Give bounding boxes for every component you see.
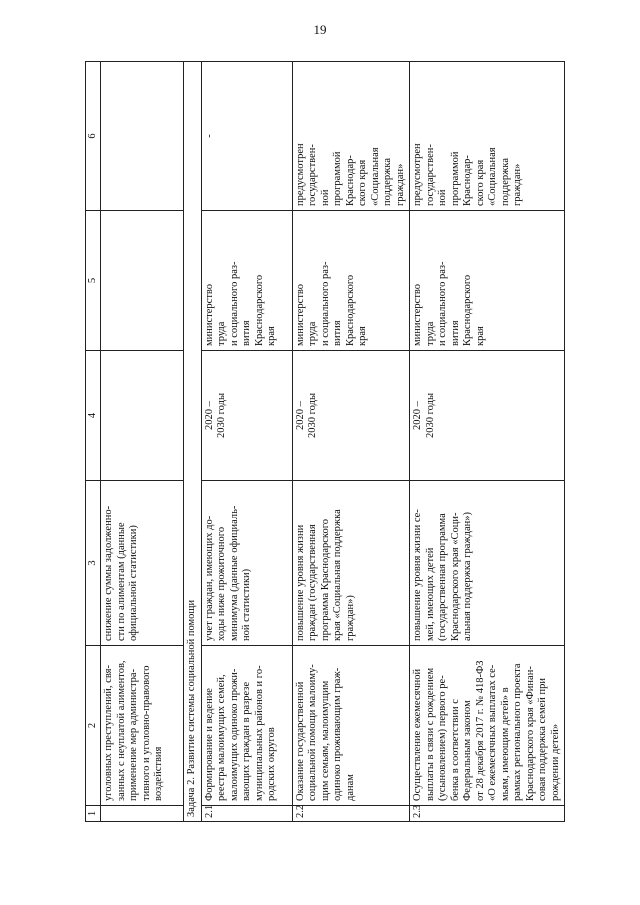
measure-cell: уголовных преступлений, свя- занных с неуплатой алиментов, применение мер администра- тивного и уголовно-правового воздействия bbox=[101, 646, 184, 806]
row-number: 2.3 bbox=[410, 806, 565, 822]
measure-cell: Осуществление ежемесячной выплаты в связи с рождением (усыновлением) первого ре- бенка в соответствии с Федеральным законом от 28 декабря 2017 г. № 418-ФЗ «О ежемесячных выплатах се- мьям, имеющим детей» в рамках регионального проекта Краснодарского края «Финан- совая поддержка семей при рождении детей» bbox=[410, 646, 565, 806]
indicator-cell: учет граждан, имеющих до- ходы ниже прожиточного минимума (данные официаль- ной статистики) bbox=[201, 481, 292, 646]
header-col-3: 3 bbox=[86, 481, 101, 646]
funding-cell: предусмотрен государствен- ной программой Краснодар- ского края «Социальная поддержка граждан» bbox=[292, 62, 410, 211]
section-row bbox=[184, 62, 202, 822]
header-col-1: 1 bbox=[86, 806, 101, 822]
header-col-5: 5 bbox=[86, 211, 101, 351]
indicator-cell: повышение уровня жизни граждан (государственная программа Краснодарского края «Социальная поддержка граждан») bbox=[292, 481, 410, 646]
measure-cell: Формирование и ведение реестра малоимущих семей, малоимущих одиноко прожи- вающих граждан в разрезе муниципальных районов и го- родских округов bbox=[201, 646, 292, 806]
row-number: 2.1 bbox=[201, 806, 292, 822]
table-row bbox=[292, 62, 410, 822]
header-col-2: 2 bbox=[86, 646, 101, 806]
table-row-continuation bbox=[101, 62, 184, 822]
measure-cell: Оказание государственной социальной помощи малоиму- щим семьям, малоимущим одиноко проживающим граж- данам bbox=[292, 646, 410, 806]
table-row bbox=[410, 62, 565, 822]
period-cell: 2020 – 2030 годы bbox=[292, 351, 410, 481]
row-number: 2.2 bbox=[292, 806, 410, 822]
period-cell: 2020 – 2030 годы bbox=[410, 351, 565, 481]
executor-cell: министерство труда и социального раз- вития Краснодарского края bbox=[410, 211, 565, 351]
indicator-cell: снижение суммы задолженно- сти по алиментам (данные официальной статистики) bbox=[101, 481, 184, 646]
page-number: 19 bbox=[313, 22, 327, 37]
table-row bbox=[201, 62, 292, 822]
indicator-cell: повышение уровня жизни се- мей, имеющих детей (государственная программа Краснодарского края «Соци- альная поддержка граждан») bbox=[410, 481, 565, 646]
funding-cell: предусмотрен государствен- ной программой Краснодар- ского края «Социальная поддержка граждан» bbox=[410, 62, 565, 211]
header-col-4: 4 bbox=[86, 351, 101, 481]
period-cell bbox=[101, 351, 184, 481]
rotated-table-inner bbox=[85, 62, 561, 822]
section-title: Задача 2. Развитие системы социальной помощи bbox=[184, 62, 202, 822]
measures-table bbox=[85, 61, 565, 822]
header-row bbox=[86, 62, 101, 822]
executor-cell: министерство труда и социального раз- вития Краснодарского края bbox=[292, 211, 410, 351]
executor-cell: министерство труда и социального раз- вития Краснодарского края bbox=[201, 211, 292, 351]
row-number bbox=[101, 806, 184, 822]
rotated-table-frame bbox=[85, 62, 561, 822]
period-cell: 2020 – 2030 годы bbox=[201, 351, 292, 481]
executor-cell bbox=[101, 211, 184, 351]
funding-cell: - bbox=[201, 62, 292, 211]
funding-cell bbox=[101, 62, 184, 211]
header-col-6: 6 bbox=[86, 62, 101, 211]
